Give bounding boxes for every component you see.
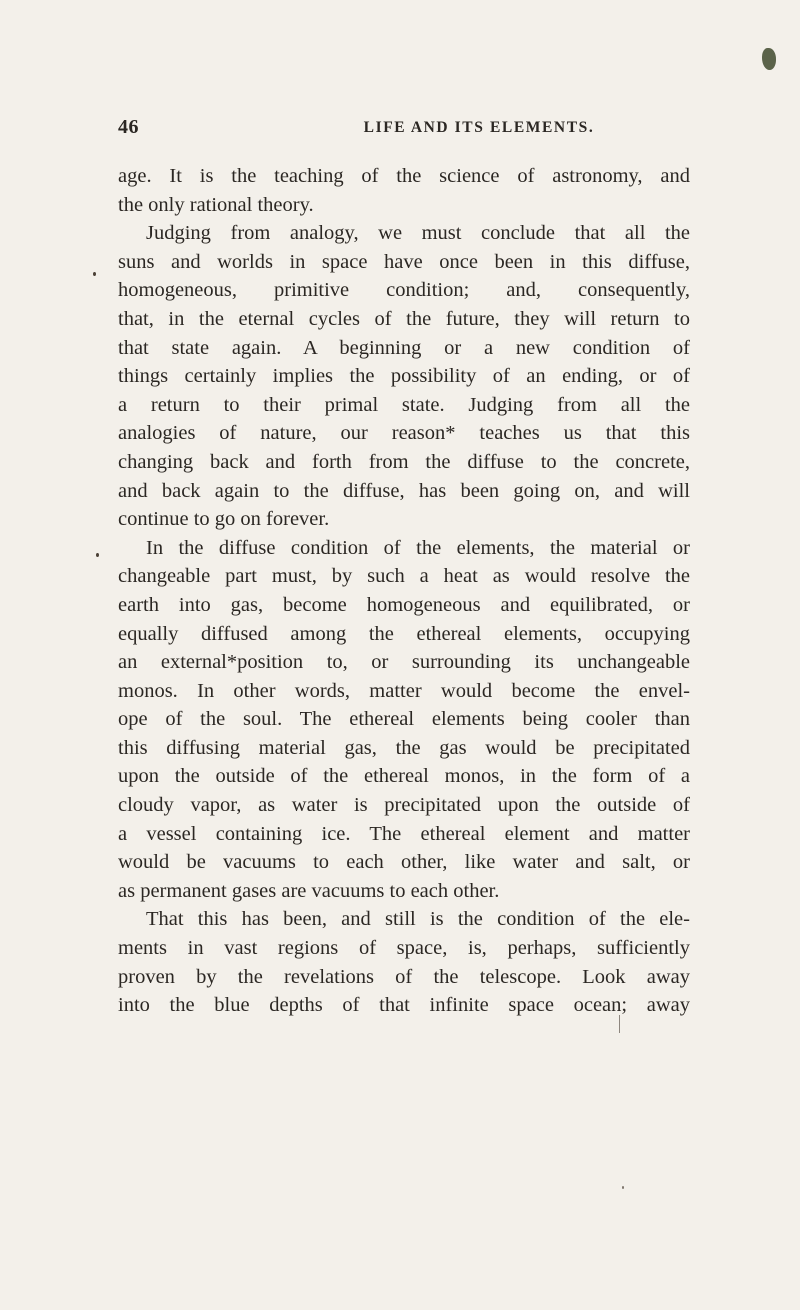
text-line: would be vacuums to each other, like water and salt, or (118, 851, 690, 874)
text-line: In the diffuse condition of the elements, the material or (146, 536, 690, 559)
ink-blot-mark (762, 48, 776, 70)
text-line: into the blue depths of that infinite space ocean; away (118, 994, 690, 1017)
body-text (118, 162, 690, 1020)
margin-speck (622, 1186, 624, 1189)
text-line: changing back and forth from the diffuse to the concrete, (118, 450, 690, 473)
text-line: that state again. A beginning or a new condition of (118, 336, 690, 359)
text-line: a return to their primal state. Judging from all the (118, 393, 690, 416)
text-line: ments in vast regions of space, is, perhaps, sufficiently (118, 937, 690, 960)
text-line: proven by the revelations of the telescope. Look away (118, 965, 690, 988)
margin-speck (93, 272, 96, 276)
text-line: as permanent gases are vacuums to each other. (118, 879, 500, 902)
running-head (118, 116, 690, 140)
text-line: suns and worlds in space have once been in this diffuse, (118, 250, 690, 273)
text-line: this diffusing material gas, the gas would be precipitated (118, 736, 690, 759)
text-line: things certainly implies the possibility of an ending, or of (118, 365, 690, 388)
page-number: 46 (118, 116, 139, 138)
text-line: Judging from analogy, we must conclude that all the (146, 222, 690, 245)
text-line: an external*position to, or surrounding its unchangeable (118, 651, 690, 674)
text-line: cloudy vapor, as water is precipitated upon the outside of (118, 794, 690, 817)
text-line: equally diffused among the ethereal elements, occupying (118, 622, 690, 645)
text-line: earth into gas, become homogeneous and equilibrated, or (118, 593, 690, 616)
text-line: ope of the soul. The ethereal elements being cooler than (118, 708, 690, 731)
text-line: a vessel containing ice. The ethereal element and matter (118, 822, 690, 845)
text-line: continue to go on forever. (118, 508, 330, 531)
text-line: upon the outside of the ethereal monos, in the form of a (118, 765, 690, 788)
text-line: analogies of nature, our reason* teaches us that this (118, 422, 690, 445)
text-line: That this has been, and still is the condition of the ele- (146, 908, 690, 931)
text-line: monos. In other words, matter would become the envel- (118, 679, 690, 702)
text-line: age. It is the teaching of the science of astronomy, and (118, 165, 690, 187)
text-line: and back again to the diffuse, has been going on, and will (118, 479, 690, 502)
text-line: homogeneous, primitive condition; and, consequently, (118, 279, 690, 302)
running-title: LIFE AND ITS ELEMENTS. (363, 119, 595, 136)
text-line: that, in the eternal cycles of the future, they will return to (118, 307, 690, 330)
margin-speck (96, 553, 99, 557)
text-line: changeable part must, by such a heat as would resolve the (118, 565, 690, 588)
text-line: the only rational theory. (118, 193, 314, 216)
